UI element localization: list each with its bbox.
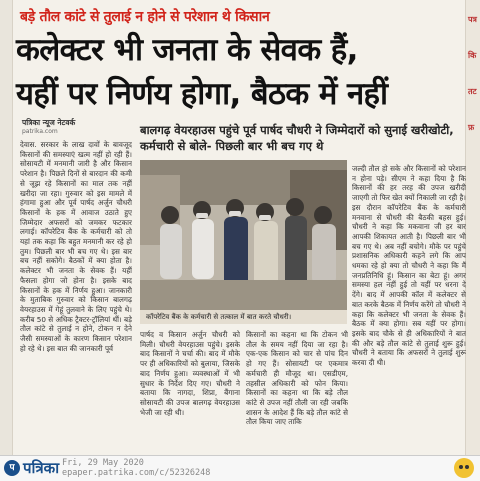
edge-fragment: पत्र bbox=[468, 15, 477, 24]
adjacent-page-right-edge bbox=[465, 0, 480, 480]
edge-fragment: फ़ bbox=[468, 123, 475, 132]
headline-line-2: यहीं पर निर्णय होगा, बैठक में नहीं bbox=[16, 76, 388, 112]
edge-fragment: तट bbox=[468, 87, 477, 96]
news-photo bbox=[140, 160, 347, 310]
edition-date: Fri, 29 May 2020 bbox=[62, 458, 144, 468]
body-column-left: देवास. सरकार के लाख दावों के बावजूद किसानों की समस्याएं खत्म नहीं हो रही हैं। सोसायटी में मनमानी जारी है और किसान परेशान है। पिछले दिनों से बारदान की कमी से जूझ रहे किसानों का माल तक नहीं खरीदा जा रहा। गुरुवार को इस मामले में हंगामा हुआ और पूर्व पार्षद अर्जुन चौधरी किसानों के हक में आवाज उठाते हुए जिम्मेदार अफसरों को जमकर फटकार लगाई। कॉपरेटिव बैंक के कर्मचारी को तो यहां तक कहा कि बहुत मनमानी कर रहे हो तुम। पिछली बार भी बच गए थे। इस बार बच नहीं सकोगे। बैठकों में क्या होता है। कलेक्टर भी जनता के सेवक हैं। यहीं फैसला होगा जो होना है। इसके बाद किसानों के हक में निर्णय हुआ। जानकारी के मुताबिक गुरुवार को किसान बालगढ़ वेयरहाउस में गेहूं तुलवाने के लिए पहुंचे थे। करीब 50 से अधिक ट्रैक्टर-ट्रॉलियां थीं। बड़े तौल कांटे से तुलाई न होने, टोकन न देने जैसी समस्याओं के कारण किसान परेशान हो रहे थे। इस बात की जानकारी पूर्व bbox=[20, 140, 132, 353]
body-column-right: जल्दी तौल हो सके और किसानों को परेशान न होना पड़े। सीएम ने कहा दिया है कि किसानों की हर तरह की उपज खरीदी जाएगी तो फिर खेत क्यों निकाली जा रही है। इस दौरान कॉपरेटिव बैंक के कर्मचारी मनवाना से चौधरी की बैठकी बहस हुई। चौधरी ने कहा कि मकवाना जी हर बार आपकी शिकायत आती है। पिछली बार भी बच गए थे। अब नहीं बचोगे। मौके पर पहुंचे प्रशासनिक अधिकारी कहने लगे कि आप धमका रहे हो क्या तो चौधरी ने कहा कि मैं जनप्रतिनिधि हूं। किसान का बेटा हूं। अगर समस्या हल नहीं हुई तो यहीं पर धरना दे देंगे। बाद में आपकी कॉल में कलेक्टर से बात करके बैठक में निर्णय करेंगे तो चौधरी ने कहा कि कलेक्टर भी जनता के सेवक हैं। बैठक में क्या होगा। सब यहीं पर होगा। इसके बाद चौके से ही अधिकारियों ने बात की और बड़े तौल कांटे से तुलाई शुरू हुई। चौधरी ने बताया कि अफसरों ने तुलाई शुरू करवा दी थी। bbox=[352, 164, 466, 368]
body-column-middle-right: किसानों का कहना था कि टोकन भी तौल के समय नहीं दिया जा रहा है। एक-एक किसान को चार से पांच दिन हो गए हैं। सोसायटी पर एकमात्र कर्मचारी ही मौजूद था। एसडीएम, तहसील अधिकारी को फोन किया। किसानों का कहना था कि बड़े तौल कांटे से उपज नहीं तौली जा रही जबकि शासन के आदेश हैं कि बड़े तौल कांटे से तौल किया जाए ताकि bbox=[246, 330, 348, 427]
epaper-footer bbox=[0, 455, 480, 481]
body-column-middle-left: पार्षद व किसान अर्जुन चौधरी को मिली। चौधरी वेयरहाउस पहुंचे। इसके बाद किसानों ने चर्चा की। बाद में मौके पर ही अधिकारियों को बुलाया, जिसके बाद निर्णय हुआ। व्यवस्थाओं में भी सुधार के निर्देश दिए गए। चौधरी ने बताया कि नागदा, शिप्रा, बैंगाना सोसायटी की उपज बालगढ़ वेयरहाउस भेजी जा रही थी। bbox=[140, 330, 240, 417]
byline-source: patrika.com bbox=[22, 128, 58, 135]
byline: पत्रिका न्यूज नेटवर्क bbox=[22, 118, 76, 127]
owl-mascot-icon bbox=[454, 458, 474, 478]
patrika-logo-text: पत्रिका bbox=[23, 459, 60, 477]
patrika-logo[interactable] bbox=[4, 459, 59, 477]
edge-fragment: कि bbox=[468, 51, 477, 60]
article-deck: बालगढ़ वेयरहाउस पहुंचे पूर्व पार्षद चौधरी ने जिम्मेदारों को सुनाई खरीखोटी, कर्मचारी से बोले- पिछली बार भी बच गए थे bbox=[140, 123, 454, 153]
headline-line-1: कलेक्टर भी जनता के सेवक हैं, bbox=[16, 32, 358, 68]
article-kicker: बड़े तौल कांटे से तुलाई न होने से परेशान थे किसान bbox=[20, 9, 270, 25]
patrika-logo-icon: प bbox=[4, 460, 20, 476]
photo-caption: कॉपरेटिव बैंक के कर्मचारी से तत्काल में बात करते चौधरी। bbox=[140, 310, 347, 324]
epaper-url[interactable]: epaper.patrika.com/c/52326248 bbox=[62, 468, 211, 478]
adjacent-page-left-edge bbox=[0, 0, 13, 480]
